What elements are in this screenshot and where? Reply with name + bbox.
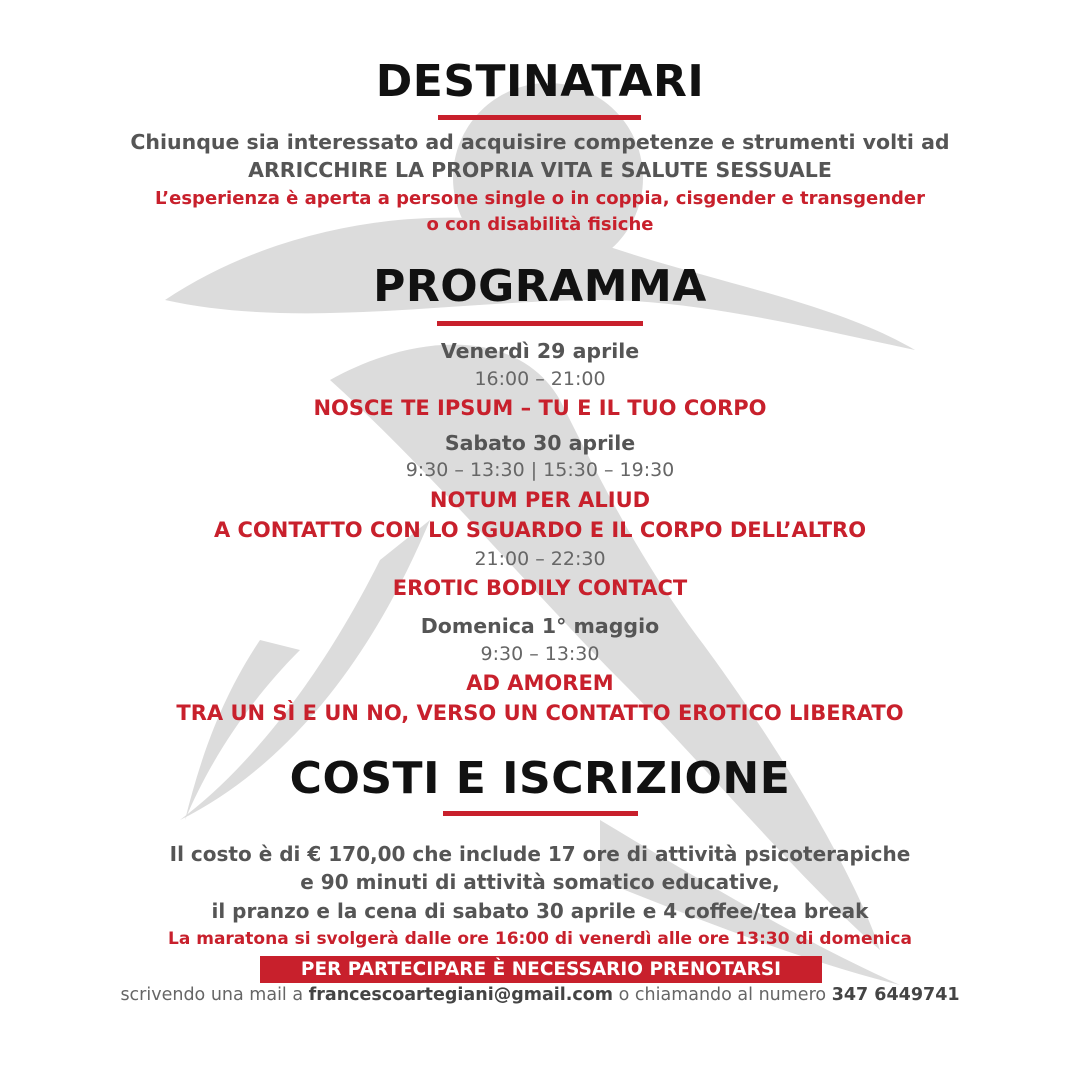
contact-prefix: scrivendo una mail a	[120, 985, 304, 1005]
destinatari-line-3: L’esperienza è aperta a persone single o in coppia, cisgender e transgender	[154, 188, 926, 209]
destinatari-line-4: o con disabilità fisiche	[426, 214, 654, 235]
title-underline	[443, 811, 638, 816]
day3-session-title: AD AMOREM	[466, 671, 614, 695]
day1-session: NOSCE TE IPSUM – TU E IL TUO CORPO	[313, 396, 767, 420]
day2-date: Sabato 30 aprile	[444, 431, 636, 455]
title-underline	[437, 321, 643, 326]
destinatari-line-2: ARRICCHIRE LA PROPRIA VITA E SALUTE SESSUALE	[248, 158, 832, 182]
booking-required-banner: PER PARTECIPARE È NECESSARIO PRENOTARSI	[260, 956, 822, 983]
contact-middle: o chiamando al numero	[618, 985, 827, 1005]
destinatari-line-1: Chiunque sia interessato ad acquisire competenze e strumenti volti ad	[130, 130, 950, 154]
day2-time: 9:30 – 13:30 | 15:30 – 19:30	[405, 459, 675, 481]
day1-date: Venerdì 29 aprile	[440, 339, 640, 363]
contact-email-link[interactable]: francescoartegiani@gmail.com	[308, 985, 614, 1005]
day2-session-2: EROTIC BODILY CONTACT	[392, 576, 688, 600]
costi-line-4: La maratona si svolgerà dalle ore 16:00 di venerdì alle ore 13:30 di domenica	[168, 929, 912, 949]
costi-line-1: Il costo è di € 170,00 che include 17 ore di attività psicoterapiche	[169, 842, 911, 866]
day3-date: Domenica 1° maggio	[420, 614, 660, 638]
section-title-programma: PROGRAMMA	[373, 261, 707, 312]
section-title-destinatari: DESTINATARI	[375, 56, 705, 107]
day2-session-subtitle: A CONTATTO CON LO SGUARDO E IL CORPO DELL’ALTRO	[213, 518, 867, 542]
costi-line-3: il pranzo e la cena di sabato 30 aprile e 4 coffee/tea break	[211, 899, 869, 923]
contact-line	[0, 987, 1080, 1005]
costi-line-2: e 90 minuti di attività somatico educative,	[300, 870, 780, 894]
title-underline	[438, 115, 641, 120]
day2-session-title: NOTUM PER ALIUD	[429, 488, 651, 512]
day3-time: 9:30 – 13:30	[480, 643, 600, 665]
section-title-costi: COSTI E ISCRIZIONE	[289, 753, 791, 804]
day1-time: 16:00 – 21:00	[474, 368, 606, 390]
contact-phone-link[interactable]: 347 6449741	[831, 985, 960, 1005]
day3-session-subtitle: TRA UN SÌ E UN NO, VERSO UN CONTATTO EROTICO LIBERATO	[176, 701, 904, 725]
day2-time-2: 21:00 – 22:30	[474, 548, 606, 570]
